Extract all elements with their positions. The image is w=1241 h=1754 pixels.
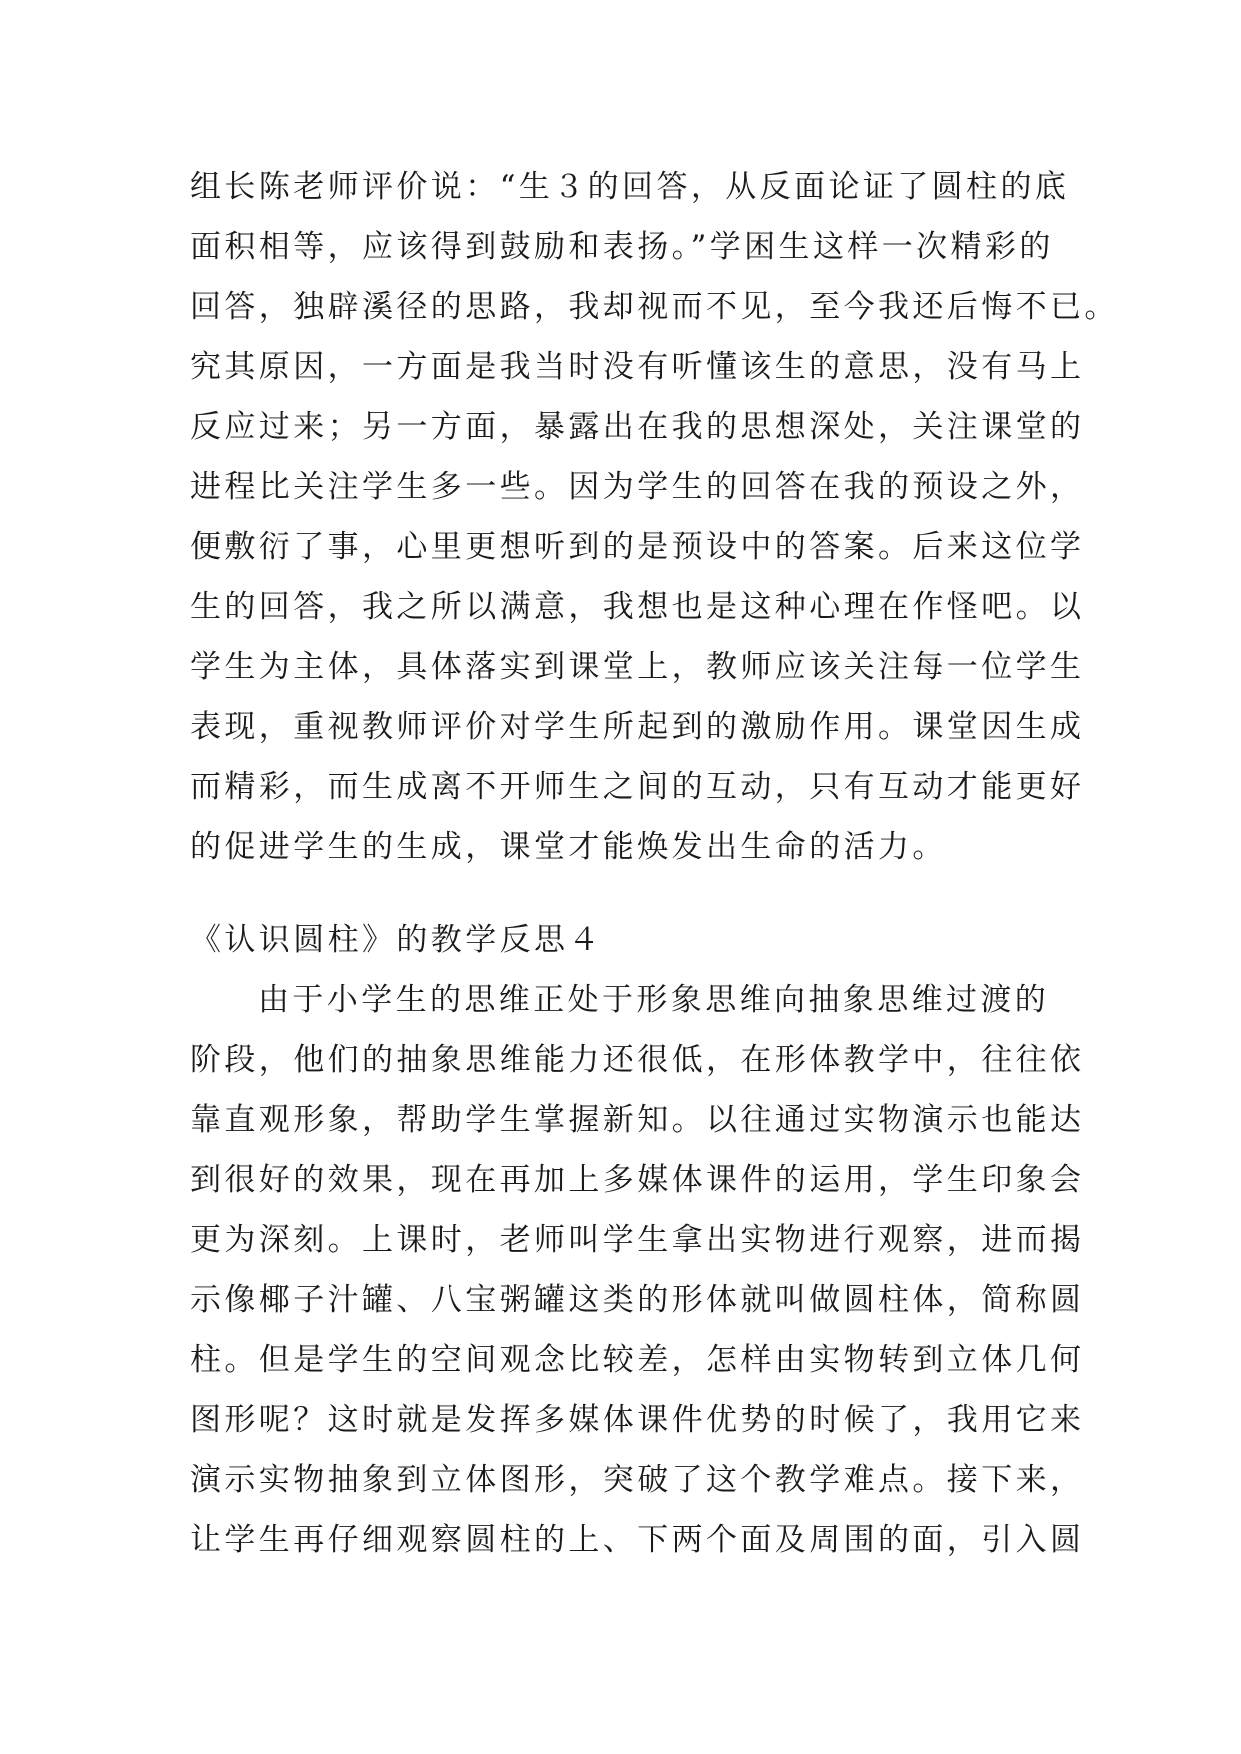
paragraph-line: 生的回答，我之所以满意，我想也是这种心理在作怪吧。以 bbox=[190, 589, 1085, 625]
paragraph-line: 学生为主体，具体落实到课堂上，教师应该关注每一位学生 bbox=[190, 649, 1085, 685]
section-heading-text: 《认识圆柱》的教学反思４ bbox=[190, 922, 603, 958]
paragraph-2 bbox=[190, 970, 1085, 1570]
paragraph-line: 示像椰子汁罐、八宝粥罐这类的形体就叫做圆柱体，简称圆 bbox=[190, 1282, 1085, 1318]
paragraph-line: 柱。但是学生的空间观念比较差，怎样由实物转到立体几何 bbox=[190, 1342, 1085, 1378]
paragraph-line: 让学生再仔细观察圆柱的上、下两个面及周围的面，引入圆 bbox=[190, 1522, 1085, 1558]
paragraph-line: 反应过来；另一方面，暴露出在我的思想深处，关注课堂的 bbox=[190, 409, 1085, 445]
paragraph-line: 阶段，他们的抽象思维能力还很低，在形体教学中，往往依 bbox=[190, 1042, 1085, 1078]
paragraph-line: 组长陈老师评价说：“生３的回答，从反面论证了圆柱的底 bbox=[190, 169, 1070, 205]
paragraph-line: 而精彩，而生成离不开师生之间的互动，只有互动才能更好 bbox=[190, 769, 1085, 805]
paragraph-line: 进程比关注学生多一些。因为学生的回答在我的预设之外， bbox=[190, 469, 1085, 505]
paragraph-line: 究其原因，一方面是我当时没有听懂该生的意思，没有马上 bbox=[190, 349, 1085, 385]
paragraph-line: 面积相等，应该得到鼓励和表扬。”学困生这样一次精彩的 bbox=[190, 229, 1054, 265]
paragraph-line: 表现，重视教师评价对学生所起到的激励作用。课堂因生成 bbox=[190, 709, 1085, 745]
paragraph-1 bbox=[190, 157, 1119, 877]
paragraph-line: 便敷衍了事，心里更想听到的是预设中的答案。后来这位学 bbox=[190, 529, 1085, 565]
paragraph-line: 图形呢？这时就是发挥多媒体课件优势的时候了，我用它来 bbox=[190, 1402, 1085, 1438]
paragraph-line: 更为深刻。上课时，老师叫学生拿出实物进行观察，进而揭 bbox=[190, 1222, 1085, 1258]
section-heading bbox=[190, 910, 1070, 970]
paragraph-line: 回答，独辟溪径的思路，我却视而不见，至今我还后悔不已。 bbox=[190, 289, 1119, 325]
paragraph-line: 的促进学生的生成，课堂才能焕发出生命的活力。 bbox=[190, 829, 947, 865]
paragraph-line: 到很好的效果，现在再加上多媒体课件的运用，学生印象会 bbox=[190, 1162, 1085, 1198]
paragraph-line: 由于小学生的思维正处于形象思维向抽象思维过渡的 bbox=[258, 982, 1050, 1018]
paragraph-line: 演示实物抽象到立体图形，突破了这个教学难点。接下来， bbox=[190, 1462, 1085, 1498]
paragraph-line: 靠直观形象，帮助学生掌握新知。以往通过实物演示也能达 bbox=[190, 1102, 1085, 1138]
